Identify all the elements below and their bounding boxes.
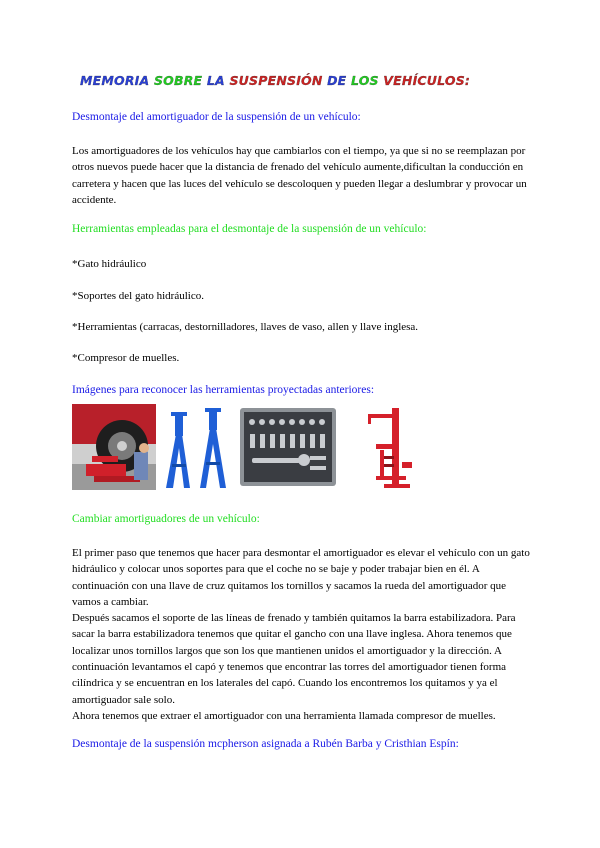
section-heading-herramientas: Herramientas empleadas para el desmontaje de la suspensión de un vehículo: [72, 223, 427, 235]
title-word: LOS [350, 73, 379, 88]
procedure-step-1: El primer paso que tenemos que hacer para desmontar el amortiguador es elevar el vehículo con un gato hidráulico y colocar unos soportes para que el coche no se baje y poder trabajar bien en él. A continuación con una llave de cruz quitamos los tornillos y sacamos la rueda del amortiguador que vamos a cambiar. [72, 547, 530, 608]
title-word: SUSPENSIÓN [229, 73, 323, 88]
tool-list-item: *Herramientas (carracas, destornilladores, llaves de vaso, allen y llave inglesa. [72, 321, 419, 333]
tool-list-item: *Compresor de muelles. [72, 352, 180, 364]
title-word: SOBRE [153, 73, 203, 88]
title-word: LA [206, 73, 225, 88]
socket-set-photo [238, 404, 338, 490]
section-heading-imagenes: Imágenes para reconocer las herramientas proyectadas anteriores: [72, 384, 375, 396]
document-title [80, 73, 470, 88]
procedure-paragraphs [72, 545, 532, 724]
jack-stands-photo [160, 404, 238, 490]
section-heading-cambiar: Cambiar amortiguadores de un vehículo: [72, 513, 260, 525]
section-heading-desmontaje: Desmontaje del amortiguador de la suspensión de un vehículo: [72, 111, 361, 123]
spring-compressor-photo [362, 404, 416, 490]
intro-text: Los amortiguadores de los vehículos hay que cambiarlos con el tiempo, ya que si no se reemplazan por otros nuevos puede hacer que la distancia de frenado del vehículo aumente,dificultan la conducción en carretera y hacen que las luces del vehículo se descoloquen y pueden llegar a deslumbrar y provocar un accidente. [72, 145, 527, 206]
title-word: VEHÍCULOS: [383, 73, 471, 88]
car-jack-photo [72, 404, 156, 490]
intro-paragraph [72, 143, 532, 208]
procedure-step-2: Después sacamos el soporte de las líneas de frenado y también quitamos la barra estabilizadora. Para sacar la barra estabilizadora tenemos que quitar el gancho con una llave inglesa. Ahora tenemos que localizar unos tornillos largos que son los que mantienen unidos el amortiguador y la dirección. A continuación levantamos el capó y tenemos que encontrar las torres del amortiguador tienen forma cilíndrica y se encuentran en los laterales del capó. Cuando los encontremos los quitamos y ya el amortiguador sale solo. [72, 612, 516, 706]
tool-list-item: *Gato hidráulico [72, 258, 147, 270]
tool-list-item: *Soportes del gato hidráulico. [72, 290, 204, 302]
procedure-step-3: Ahora tenemos que extraer el amortiguador con una herramienta llamada compresor de muelles. [72, 709, 496, 722]
section-heading-mcpherson: Desmontaje de la suspensión mcpherson asignada a Rubén Barba y Cristhian Espín: [72, 738, 459, 750]
title-word: MEMORIA [80, 73, 150, 88]
title-word: DE [327, 73, 347, 88]
